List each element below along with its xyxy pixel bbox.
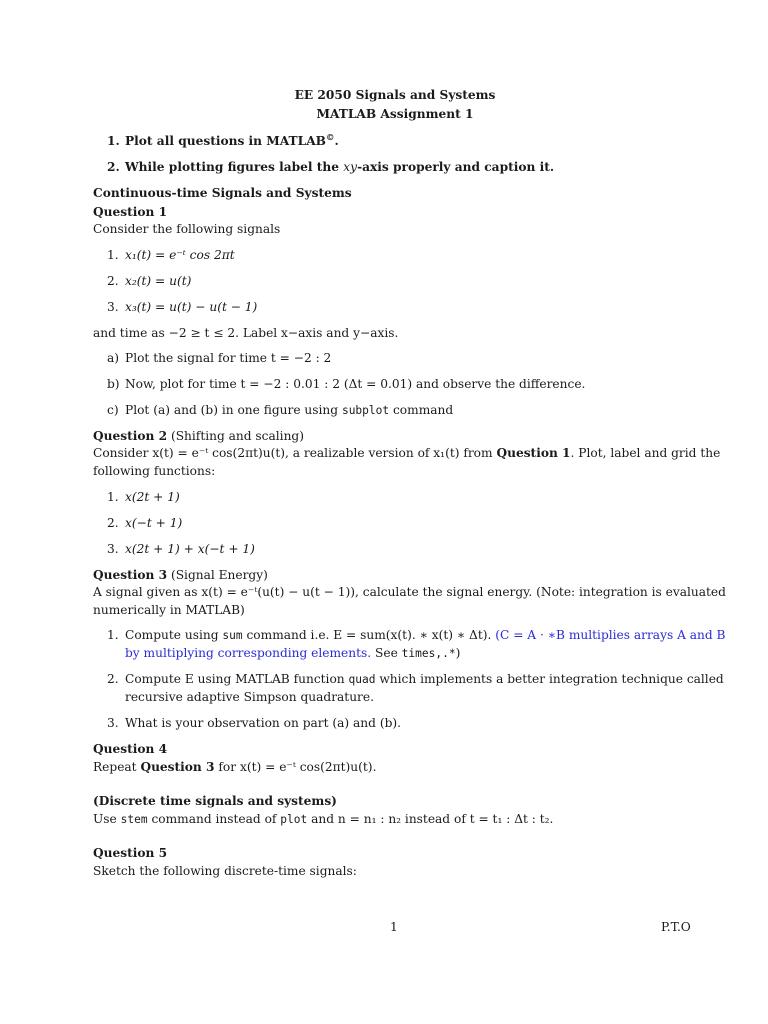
code-times: times,.* (401, 647, 456, 660)
instruction-1: 1. Plot all questions in MATLAB©. (107, 132, 339, 148)
function-item: 1. x(2t + 1) (107, 490, 180, 504)
copyright-mark: © (325, 132, 335, 143)
function-item: 3. x(2t + 1) + x(−t + 1) (107, 542, 255, 556)
code-subplot: subplot (341, 404, 390, 417)
energy-item-1: 1. Compute using sum command i.e. E = sum(x(t). ∗ x(t) ∗ Δt). (C = A · ∗B multiplies arrays A and B (107, 628, 726, 642)
question-1-heading: Question 1 (93, 205, 168, 219)
section-heading-discrete: (Discrete time signals and systems) (93, 794, 337, 808)
question-2-line2: following functions: (93, 464, 216, 478)
question-2-heading-line: Question 2 (Shifting and scaling) (93, 429, 304, 443)
question-3-line2: numerically in MATLAB) (93, 603, 245, 617)
question-3-heading: Question 3 (93, 568, 168, 582)
part-item: c) Plot (a) and (b) in one figure using subplot command (107, 403, 454, 417)
note-link-line2[interactable]: by multiplying corresponding elements. (125, 646, 376, 660)
code-plot: plot (280, 813, 308, 826)
instruction-2: 2. While plotting figures label the xy-axis properly and caption it. (107, 160, 555, 174)
question-4-text: Repeat Question 3 for x(t) = e⁻ᵗ cos(2πt)u(t). (93, 760, 377, 774)
energy-item-2-cont: recursive adaptive Simpson quadrature. (125, 690, 374, 704)
signal-item: 1. x₁(t) = e⁻ᵗ cos 2πt (107, 248, 235, 262)
question-3-line1: A signal given as x(t) = e⁻ᵗ(u(t) − u(t − 1)), calculate the signal energy. (Note: integration is evaluated (93, 585, 726, 599)
code-stem: stem (120, 813, 148, 826)
part-item: a) Plot the signal for time t = −2 : 2 (107, 351, 332, 365)
question-5-intro: Sketch the following discrete-time signals: (93, 864, 357, 878)
energy-item-3: 3. What is your observation on part (a) and (b). (107, 716, 402, 730)
function-item: 2. x(−t + 1) (107, 516, 183, 530)
section-heading-continuous: Continuous-time Signals and Systems (93, 186, 352, 200)
page-number: 1 (390, 920, 398, 934)
part-item: b) Now, plot for time t = −2 : 0.01 : 2 (Δt = 0.01) and observe the difference. (107, 377, 586, 391)
discrete-instructions: Use stem command instead of plot and n = n₁ : n₂ instead of t = t₁ : Δt : t₂. (93, 812, 554, 826)
question-4-heading: Question 4 (93, 742, 168, 756)
code-sum: sum (222, 629, 243, 642)
assignment-title: MATLAB Assignment 1 (316, 107, 474, 121)
energy-item-2: 2. Compute E using MATLAB function quad which implements a better integration technique called (107, 672, 724, 686)
energy-item-1-cont: by multiplying corresponding elements. See times,.*) (125, 646, 461, 660)
question-1-intro: Consider the following signals (93, 222, 281, 236)
question-2-line1: Consider x(t) = e⁻ᵗ cos(2πt)u(t), a realizable version of x₁(t) from Question 1. Plot, label and grid the (93, 446, 721, 460)
note-link-line1[interactable]: (C = A · ∗B multiplies arrays A and B (495, 628, 726, 642)
question-5-heading: Question 5 (93, 846, 168, 860)
course-title: EE 2050 Signals and Systems (294, 88, 496, 102)
question-3-heading-line: Question 3 (Signal Energy) (93, 568, 268, 582)
signal-item: 2. x₂(t) = u(t) (107, 274, 192, 288)
question-2-heading: Question 2 (93, 429, 168, 443)
pto-note: P.T.O (661, 920, 691, 934)
code-quad: quad (348, 673, 376, 686)
time-note: and time as −2 ≥ t ≤ 2. Label x−axis and y−axis. (93, 326, 399, 340)
signal-item: 3. x₃(t) = u(t) − u(t − 1) (107, 300, 258, 314)
